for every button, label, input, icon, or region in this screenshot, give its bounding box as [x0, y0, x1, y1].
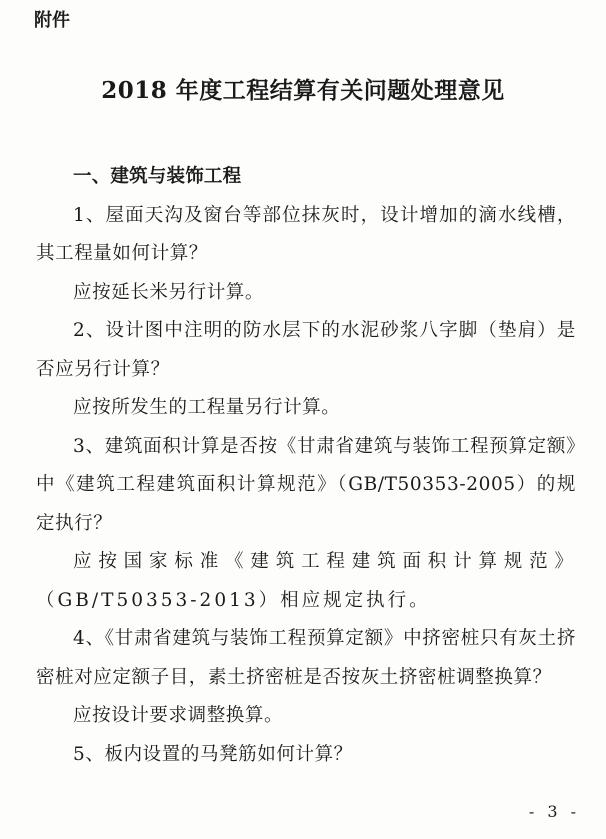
answer-3: 应按国家标准《建筑工程建筑面积计算规范》（GB/T50353-2013）相应规定执行。	[36, 551, 576, 611]
question-1: 1、屋面天沟及窗台等部位抹灰时，设计增加的滴水线槽，其工程量如何计算？	[36, 204, 576, 264]
attachment-label: 附件	[34, 10, 70, 31]
document-body	[36, 158, 576, 774]
document-title: 2018 年度工程结算有关问题处理意见	[101, 77, 505, 104]
section-heading: 一、建筑与装饰工程	[73, 166, 242, 187]
answer-1: 应按延长米另行计算。	[73, 281, 265, 303]
question-5: 5、板内设置的马凳筋如何计算？	[73, 743, 353, 765]
question-2: 2、设计图中注明的防水层下的水泥砂浆八字脚（垫肩）是否应另行计算？	[36, 320, 576, 380]
answer-4: 应按设计要求调整换算。	[73, 705, 284, 726]
question-4: 4、《甘肃省建筑与装饰工程预算定额》中挤密桩只有灰土挤密桩对应定额子目，素土挤密桩是否按灰土挤密桩调整换算？	[36, 628, 576, 688]
answer-2: 应按所发生的工程量另行计算。	[73, 397, 341, 418]
question-3: 3、建筑面积计算是否按《甘肃省建筑与装饰工程预算定额》中《建筑工程建筑面积计算规范》（GB/T50353-2005）的规定执行？	[36, 435, 576, 534]
page-number: - 3 -	[528, 802, 580, 821]
